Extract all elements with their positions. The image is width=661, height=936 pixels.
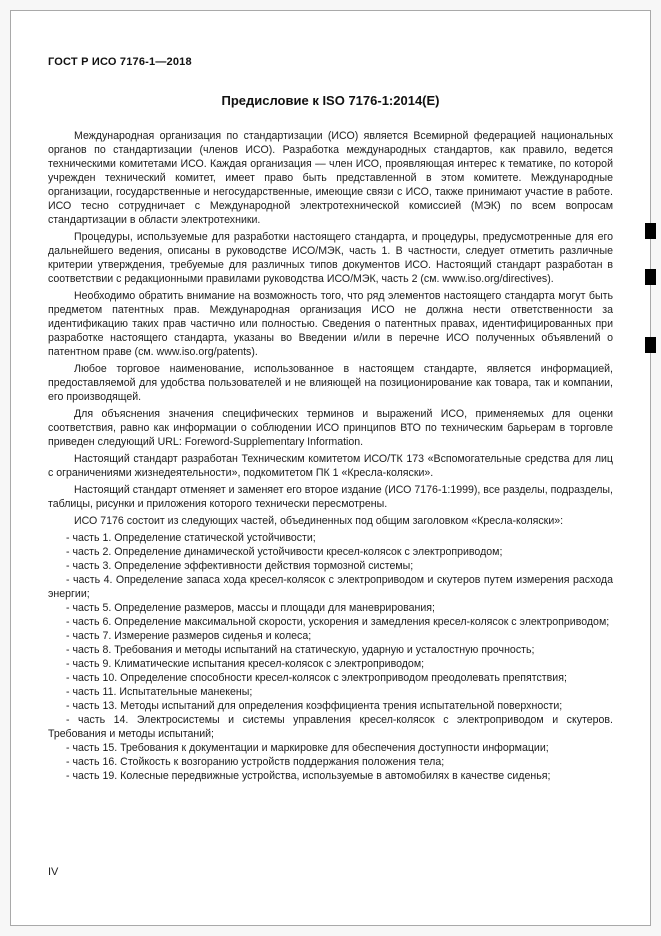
paragraph: ИСО 7176 состоит из следующих частей, объединенных под общим заголовком «Кресла-коляски»: (74, 515, 564, 527)
list-item: - часть 6. Определение максимальной скорости, ускорения и замедления кресел-колясок с электроприводом; (66, 616, 610, 628)
black-edge-mark (645, 269, 656, 285)
list-item: - часть 10. Определение способности кресел-колясок с электроприводом преодолевать препятствия; (66, 672, 567, 684)
list-item: - часть 9. Климатические испытания кресел-колясок с электроприводом; (66, 658, 425, 670)
page-number: IV (48, 866, 59, 878)
list-item: - часть 16. Стойкость к возгоранию устройств поддержания положения тела; (66, 756, 445, 768)
paragraph: Необходимо обратить внимание на возможность того, что ряд элементов настоящего стандарта могут быть предметом патентных прав. Международная организация ИСО не должна нести ответственности за идентификацию таких прав частично или полностью. Сведения о патентных правах, идентифицированных при разработке настоящего стандарта, указаны во Введении и/или в перечне ИСО полученных объявлений о патентном праве (см. www.iso.org/patents). (48, 290, 613, 358)
paragraph: Процедуры, используемые для разработки настоящего стандарта, и процедуры, предусмотренные для его дальнейшего ведения, описаны в руководстве ИСО/МЭК, часть 1. В частности, следует отметить различные критерии утверждения, требуемые для различных типов документов ИСО. Настоящий стандарт разработан в соответствии с редакционными правилами руководства ИСО/МЭК, часть 2 (см. www.iso.org/directives). (48, 231, 613, 285)
list-item: - часть 1. Определение статической устойчивости; (66, 532, 316, 544)
paragraph: Настоящий стандарт отменяет и заменяет его второе издание (ИСО 7176-1:1999), все разделы, подразделы, таблицы, рисунки и приложения которого технически пересмотрены. (48, 484, 613, 510)
paragraph: Международная организация по стандартизации (ИСО) является Всемирной федерацией национальных органов по стандартизации (членов ИСО). Разработка международных стандартов, как правило, ведется техническими комитетами ИСО. Каждая организация — член ИСО, проявляющая интерес к тематике, по которой учрежден технический комитет, имеет право быть представленной в этом комитете. Международные организации, государственные и негосударственные, имеющие связи с ИСО, также принимают участие в работе. ИСО тесно сотрудничает с Международной электротехнической комиссией (МЭК) по всем вопросам стандартизации в области электротехники. (48, 130, 613, 226)
list-item: - часть 14. Электросистемы и системы управления кресел-колясок с электроприводом и скутеров. Требования и методы испытаний; (48, 714, 613, 740)
list-item: - часть 2. Определение динамической устойчивости кресел-колясок с электроприводом; (66, 546, 503, 558)
body-text (48, 129, 613, 783)
paragraphs-block (48, 129, 613, 528)
list-item: - часть 3. Определение эффективности действия тормозной системы; (66, 560, 414, 572)
list-item: - часть 11. Испытательные манекены; (66, 686, 253, 698)
list-item: - часть 13. Методы испытаний для определения коэффициента трения испытательной поверхности; (66, 700, 563, 712)
list-item: - часть 8. Требования и методы испытаний на статическую, ударную и усталостную прочность; (66, 644, 535, 656)
list-item: - часть 15. Требования к документации и маркировке для обеспечения доступности информации; (66, 742, 549, 754)
paragraph: Любое торговое наименование, использованное в настоящем стандарте, является информацией, предоставляемой для удобства пользователей и не влияющей на позиционирование как товара, так и компании, его производящей. (48, 363, 613, 403)
paragraph: Для объяснения значения специфических терминов и выражений ИСО, применяемых для оценки соответствия, равно как информации о соблюдении ИСО принципов ВТО по техническим барьерам в торговле приведен следующий URL: Foreword-Supplementary Information. (48, 408, 613, 448)
list-item: - часть 4. Определение запаса хода кресел-колясок с электроприводом и скутеров путем измерения расхода энергии; (48, 574, 613, 600)
black-edge-mark (645, 223, 656, 239)
page-title: Предисловие к ISO 7176-1:2014(E) (221, 93, 440, 108)
black-edge-mark (645, 337, 656, 353)
list-item: - часть 19. Колесные передвижные устройства, используемые в автомобилях в качестве сиденья; (66, 770, 551, 782)
list-item: - часть 7. Измерение размеров сиденья и колеса; (66, 630, 312, 642)
page-frame (10, 10, 651, 926)
list-item: - часть 5. Определение размеров, массы и площади для маневрирования; (66, 602, 435, 614)
paragraph: Настоящий стандарт разработан Техническим комитетом ИСО/ТК 173 «Вспомогательные средства для лиц с ограничениями жизнедеятельности», подкомитетом ПК 1 «Кресла-коляски». (48, 453, 613, 479)
parts-list (48, 531, 613, 783)
document-number: ГОСТ Р ИСО 7176-1—2018 (48, 56, 192, 68)
